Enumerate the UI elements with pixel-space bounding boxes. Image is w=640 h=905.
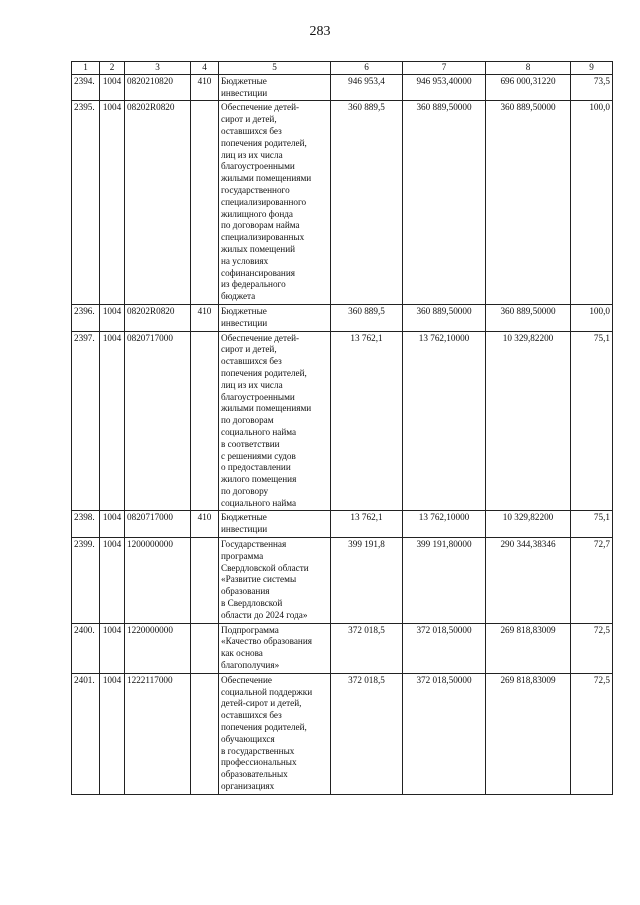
budget-table xyxy=(71,61,613,795)
expense-type xyxy=(191,101,219,305)
value-col6: 372 018,5 xyxy=(331,623,403,673)
section-code: 1004 xyxy=(100,331,125,511)
percent-value: 100,0 xyxy=(571,304,613,331)
value-col6: 360 889,5 xyxy=(331,101,403,305)
value-col6: 13 762,1 xyxy=(331,331,403,511)
value-col8: 360 889,50000 xyxy=(486,101,571,305)
table-row xyxy=(72,74,613,101)
section-code: 1004 xyxy=(100,538,125,624)
value-col6: 360 889,5 xyxy=(331,304,403,331)
column-header: 9 xyxy=(571,62,613,75)
column-header: 6 xyxy=(331,62,403,75)
header-row xyxy=(72,62,613,75)
item-name: Бюджетные инвестиции xyxy=(219,511,331,538)
section-code: 1004 xyxy=(100,101,125,305)
item-name: Обеспечение социальной поддержки детей-сирот и детей, оставшихся без попечения родителей, обучающихся в государственных профессиональных образовательных организациях xyxy=(219,673,331,794)
value-col8: 360 889,50000 xyxy=(486,304,571,331)
row-number: 2394. xyxy=(72,74,100,101)
value-col7: 399 191,80000 xyxy=(403,538,486,624)
target-code: 0820717000 xyxy=(125,511,191,538)
column-header: 2 xyxy=(100,62,125,75)
value-col6: 399 191,8 xyxy=(331,538,403,624)
table-row xyxy=(72,331,613,511)
expense-type: 410 xyxy=(191,74,219,101)
percent-value: 73,5 xyxy=(571,74,613,101)
value-col7: 360 889,50000 xyxy=(403,101,486,305)
percent-value: 72,5 xyxy=(571,623,613,673)
value-col8: 269 818,83009 xyxy=(486,623,571,673)
section-code: 1004 xyxy=(100,304,125,331)
section-code: 1004 xyxy=(100,511,125,538)
item-name: Подпрограмма «Качество образования как основа благополучия» xyxy=(219,623,331,673)
column-header: 3 xyxy=(125,62,191,75)
target-code: 0820717000 xyxy=(125,331,191,511)
item-name: Обеспечение детей- сирот и детей, оставшихся без попечения родителей, лиц из их числа благоустроенными жилыми помещениями государственного специализированного жилищного фонда по договорам найма специализированных жилых помещений на условиях софинансирования из федерального бюджета xyxy=(219,101,331,305)
target-code: 1200000000 xyxy=(125,538,191,624)
value-col6: 946 953,4 xyxy=(331,74,403,101)
expense-type xyxy=(191,673,219,794)
target-code: 0820210820 xyxy=(125,74,191,101)
expense-type: 410 xyxy=(191,304,219,331)
page-number: 283 xyxy=(309,24,331,39)
target-code: 1220000000 xyxy=(125,623,191,673)
table-row xyxy=(72,511,613,538)
value-col7: 372 018,50000 xyxy=(403,673,486,794)
row-number: 2401. xyxy=(72,673,100,794)
section-code: 1004 xyxy=(100,623,125,673)
value-col8: 269 818,83009 xyxy=(486,673,571,794)
value-col7: 13 762,10000 xyxy=(403,511,486,538)
value-col8: 696 000,31220 xyxy=(486,74,571,101)
value-col6: 372 018,5 xyxy=(331,673,403,794)
row-number: 2400. xyxy=(72,623,100,673)
target-code: 08202R0820 xyxy=(125,101,191,305)
value-col8: 10 329,82200 xyxy=(486,511,571,538)
expense-type xyxy=(191,538,219,624)
table-row xyxy=(72,304,613,331)
row-number: 2398. xyxy=(72,511,100,538)
value-col7: 372 018,50000 xyxy=(403,623,486,673)
column-header: 8 xyxy=(486,62,571,75)
table-row xyxy=(72,673,613,794)
value-col7: 360 889,50000 xyxy=(403,304,486,331)
percent-value: 72,5 xyxy=(571,673,613,794)
value-col7: 946 953,40000 xyxy=(403,74,486,101)
target-code: 1222117000 xyxy=(125,673,191,794)
expense-type xyxy=(191,331,219,511)
value-col8: 290 344,38346 xyxy=(486,538,571,624)
percent-value: 75,1 xyxy=(571,331,613,511)
column-header: 1 xyxy=(72,62,100,75)
table-row xyxy=(72,101,613,305)
row-number: 2397. xyxy=(72,331,100,511)
section-code: 1004 xyxy=(100,74,125,101)
column-header: 5 xyxy=(219,62,331,75)
item-name: Бюджетные инвестиции xyxy=(219,74,331,101)
expense-type xyxy=(191,623,219,673)
expense-type: 410 xyxy=(191,511,219,538)
target-code: 08202R0820 xyxy=(125,304,191,331)
percent-value: 100,0 xyxy=(571,101,613,305)
section-code: 1004 xyxy=(100,673,125,794)
table-row xyxy=(72,623,613,673)
value-col7: 13 762,10000 xyxy=(403,331,486,511)
percent-value: 75,1 xyxy=(571,511,613,538)
column-header: 4 xyxy=(191,62,219,75)
item-name: Бюджетные инвестиции xyxy=(219,304,331,331)
row-number: 2396. xyxy=(72,304,100,331)
percent-value: 72,7 xyxy=(571,538,613,624)
table-row xyxy=(72,538,613,624)
column-header: 7 xyxy=(403,62,486,75)
value-col6: 13 762,1 xyxy=(331,511,403,538)
row-number: 2399. xyxy=(72,538,100,624)
item-name: Государственная программа Свердловской области «Развитие системы образования в Свердловской области до 2024 года» xyxy=(219,538,331,624)
item-name: Обеспечение детей- сирот и детей, оставшихся без попечения родителей, лиц из их числа благоустроенными жилыми помещениями по договорам социального найма в соответствии с решениями судов о предоставлении жилого помещения по договору социального найма xyxy=(219,331,331,511)
row-number: 2395. xyxy=(72,101,100,305)
value-col8: 10 329,82200 xyxy=(486,331,571,511)
